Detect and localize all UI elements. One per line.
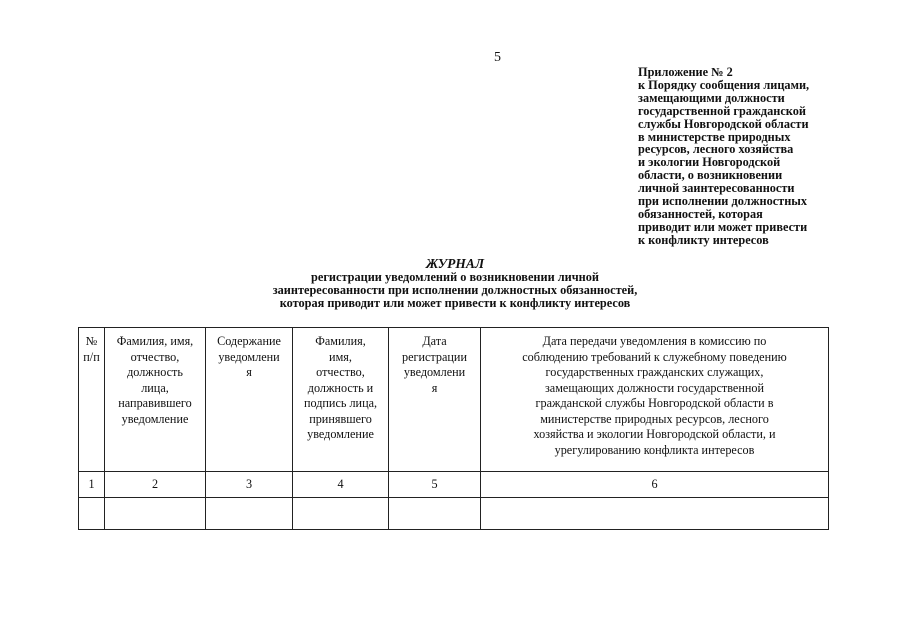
header-line: Фамилия, имя,: [116, 334, 194, 348]
journal-subtitle-line: регистрации уведомлений о возникновении личной: [311, 270, 599, 284]
header-cell: [481, 328, 829, 472]
column-number-cell: 2: [105, 472, 206, 498]
table-header-row: [79, 328, 829, 472]
header-line: отчество,: [316, 365, 365, 379]
header-line: регистрации: [402, 349, 467, 364]
appendix-line: к конфликту интересов: [638, 232, 769, 247]
header-line: лица,: [141, 380, 169, 395]
header-cell: [206, 328, 293, 472]
header-line: должность и: [307, 380, 374, 395]
appendix-line: и экологии Новгородской: [638, 155, 781, 170]
appendix-line: к Порядку сообщения лицами,: [638, 77, 810, 92]
appendix-line: обязанностей, которая: [638, 206, 763, 221]
header-cell: [105, 328, 206, 472]
column-number-cell: 4: [293, 472, 389, 498]
journal-heading: [220, 256, 690, 310]
journal-subtitle-line: заинтересованности при исполнении должностных обязанностей,: [272, 283, 638, 297]
appendix-line: ресурсов, лесного хозяйства: [638, 142, 794, 157]
header-line: урегулированию конфликта интересов: [554, 442, 755, 457]
appendix-line: личной заинтересованности: [638, 181, 795, 196]
header-line: Фамилия,: [315, 334, 366, 348]
appendix-line: службы Новгородской области: [638, 116, 809, 131]
empty-cell[interactable]: [79, 498, 105, 530]
header-cell: [79, 328, 105, 472]
header-line: Содержание: [217, 334, 281, 348]
header-line: подпись лица,: [303, 396, 378, 410]
page-number: 5: [494, 50, 501, 65]
empty-cell[interactable]: [389, 498, 481, 530]
column-number-row: [79, 472, 829, 498]
header-line: соблюдению требований к служебному поведению: [522, 349, 787, 364]
header-line: гражданской службы Новгородской области в: [535, 396, 774, 410]
empty-cell[interactable]: [481, 498, 829, 530]
appendix-line: замещающими должности: [638, 90, 785, 105]
appendix-line: при исполнении должностных: [638, 194, 808, 209]
appendix-line: государственной гражданской: [638, 103, 806, 118]
header-line: принявшего: [309, 411, 372, 426]
journal-subtitle-line: которая приводит или может привести к конфликту интересов: [279, 296, 631, 310]
column-number-cell: 5: [389, 472, 481, 498]
header-line: министерстве природных ресурсов, лесного: [540, 411, 769, 426]
column-number-cell: 1: [79, 472, 105, 498]
empty-cell[interactable]: [206, 498, 293, 530]
appendix-line: области, о возникновении: [638, 168, 783, 183]
header-line: я: [431, 380, 438, 395]
header-line: направившего: [118, 396, 192, 410]
header-cell: [293, 328, 389, 472]
header-line: уведомление: [121, 411, 189, 426]
header-line: государственных гражданских служащих,: [545, 365, 764, 379]
appendix-line: Приложение № 2: [638, 65, 733, 79]
header-cell: [389, 328, 481, 472]
header-line: отчество,: [130, 349, 180, 364]
header-line: уведомление: [307, 427, 374, 441]
empty-cell[interactable]: [293, 498, 389, 530]
appendix-block: [638, 66, 888, 247]
header-line: Дата: [422, 334, 447, 348]
header-line: №: [85, 334, 98, 348]
appendix-line: приводит или может привести: [638, 219, 808, 234]
header-line: замещающих должности государственной: [544, 380, 764, 395]
empty-cell[interactable]: [105, 498, 206, 530]
header-line: п/п: [83, 349, 100, 364]
header-line: я: [246, 365, 252, 379]
header-line: уведомлени: [218, 349, 280, 364]
column-number-cell: 6: [481, 472, 829, 498]
column-number-cell: 3: [206, 472, 293, 498]
journal-title: ЖУРНАЛ: [425, 256, 485, 271]
header-line: уведомлени: [403, 365, 466, 379]
header-line: Дата передачи уведомления в комиссию по: [542, 334, 767, 348]
header-line: имя,: [329, 349, 352, 364]
appendix-line: в министерстве природных: [638, 129, 791, 144]
header-line: хозяйства и экологии Новгородской области, и: [533, 427, 776, 441]
journal-table: [78, 327, 829, 530]
table-row-empty: [79, 498, 829, 530]
header-line: должность: [127, 365, 183, 379]
